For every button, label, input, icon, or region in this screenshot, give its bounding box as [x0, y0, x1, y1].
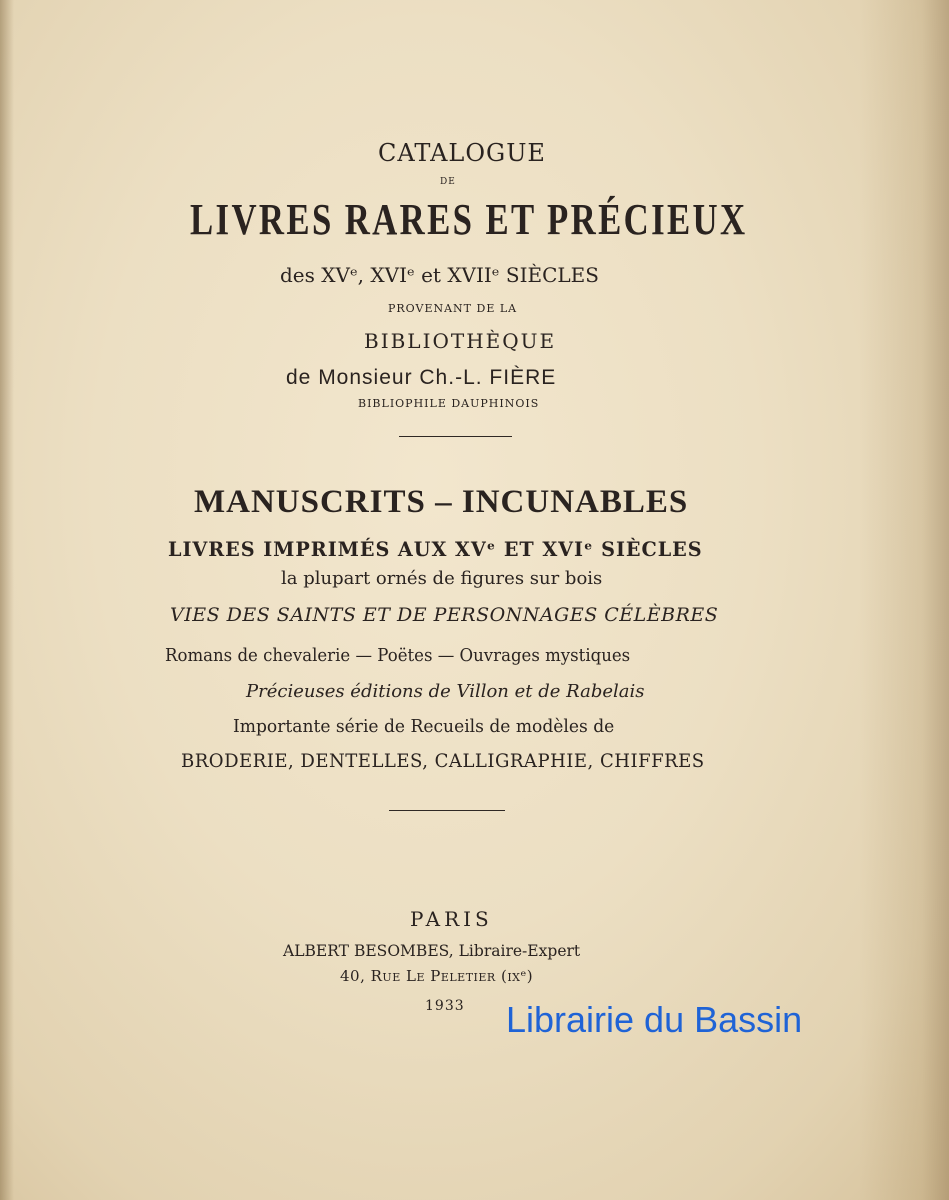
catalogue-label: CATALOGUE	[378, 139, 546, 167]
page-left-shadow	[0, 0, 14, 1200]
imprint-publisher: ALBERT BESOMBES, Libraire-Expert	[283, 941, 581, 960]
contents-line-recueils: Importante série de Recueils de modèles de	[233, 716, 615, 737]
imprint-city: PARIS	[410, 907, 493, 931]
divider-bottom	[389, 810, 505, 811]
owner-title: BIBLIOPHILE DAUPHINOIS	[358, 397, 540, 410]
contents-line-vies: VIES DES SAINTS ET DE PERSONNAGES CÉLÈBRES	[170, 604, 719, 626]
de-label: DE	[440, 177, 456, 187]
provenant-label: PROVENANT DE LA	[388, 302, 518, 315]
contents-line-broderie: BRODERIE, DENTELLES, CALLIGRAPHIE, CHIFFRES	[181, 750, 705, 772]
contents-heading: MANUSCRITS – INCUNABLES	[194, 484, 689, 520]
owner-name: de Monsieur Ch.-L. FIÈRE	[286, 366, 557, 389]
main-title: LIVRES RARES ET PRÉCIEUX	[190, 195, 748, 244]
page-right-shadow	[859, 0, 949, 1200]
imprint-address: 40, Rue Le Peletier (ixᵉ)	[340, 967, 534, 985]
imprint-year: 1933	[425, 998, 465, 1014]
contents-line-figures: la plupart ornés de figures sur bois	[281, 568, 603, 589]
contents-line-romans: Romans de chevalerie — Poëtes — Ouvrages mystiques	[165, 645, 631, 666]
centuries-line: des XVᵉ, XVIᵉ et XVIIᵉ SIÈCLES	[280, 263, 599, 287]
divider-top	[399, 436, 512, 437]
bookseller-watermark: Librairie du Bassin	[506, 999, 803, 1040]
bibliotheque-label: BIBLIOTHÈQUE	[364, 329, 557, 353]
contents-line-villon: Précieuses éditions de Villon et de Rabelais	[246, 681, 645, 702]
contents-line-imprimes: LIVRES IMPRIMÉS AUX XVᵉ ET XVIᵉ SIÈCLES	[168, 537, 703, 561]
